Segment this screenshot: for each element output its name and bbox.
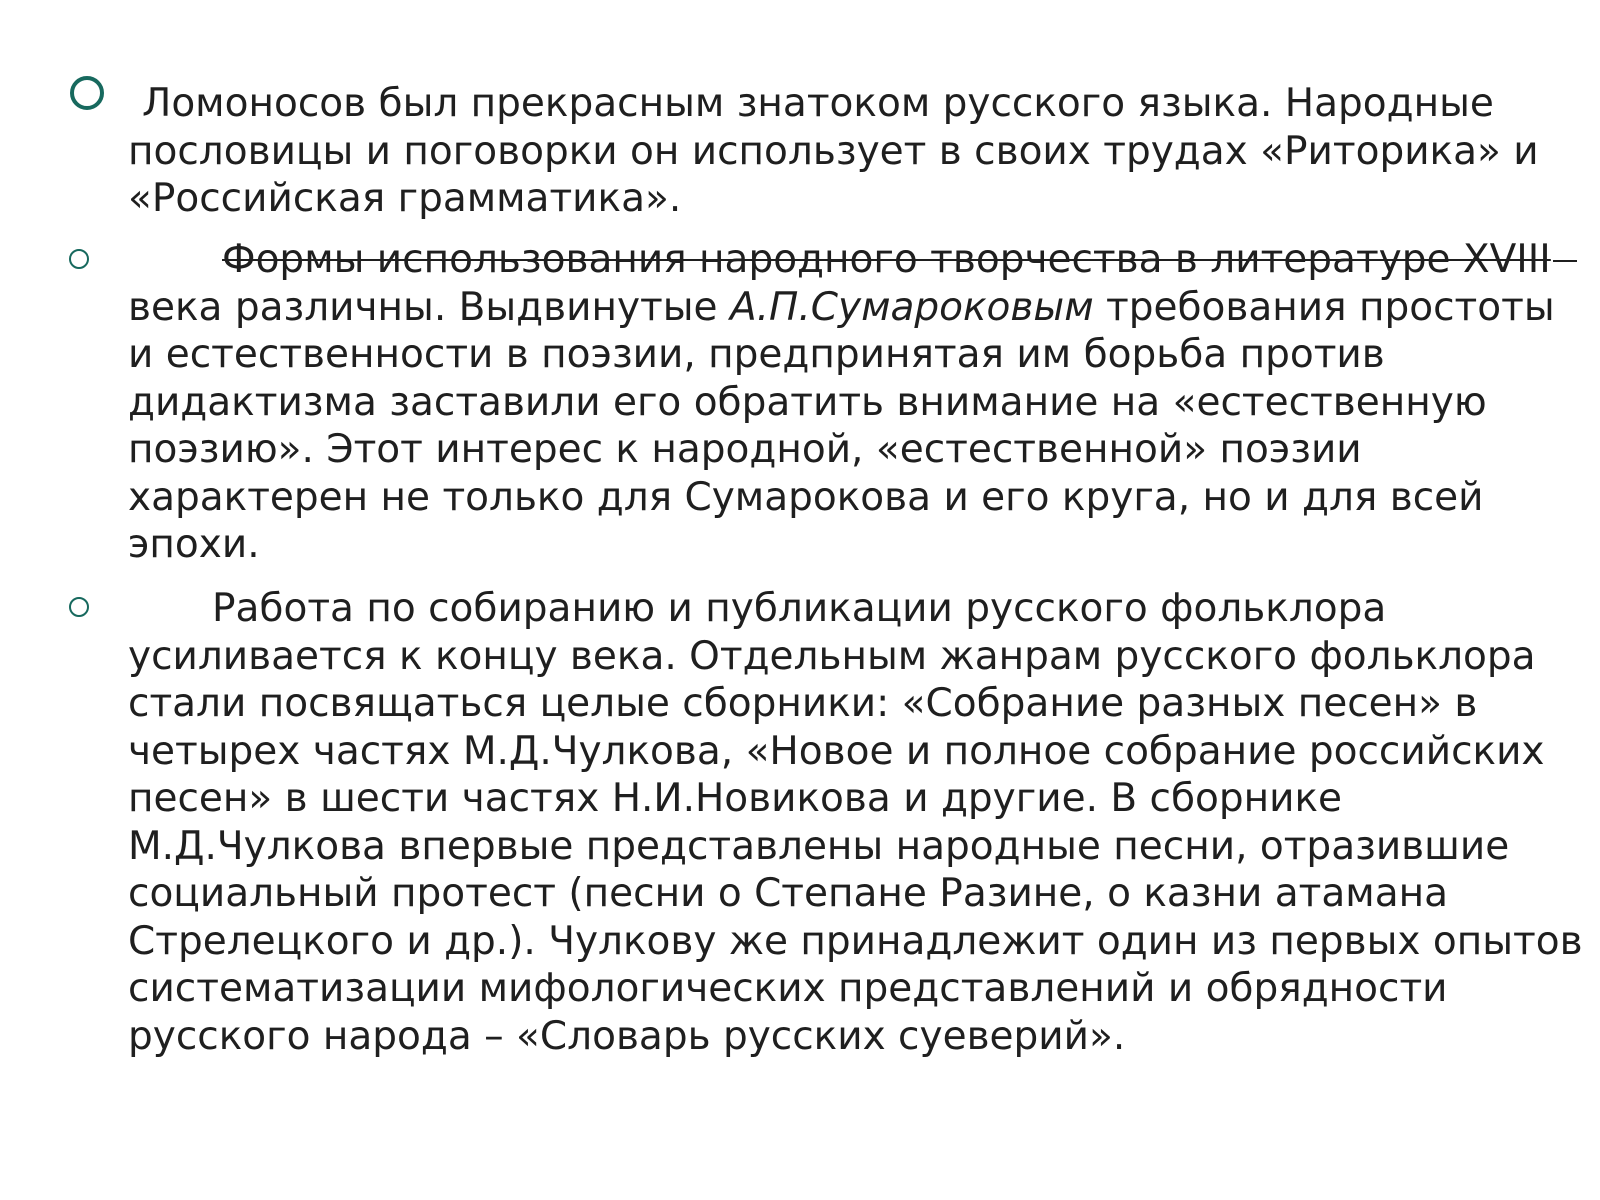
paragraph-lomonosov xyxy=(128,80,1548,223)
text-line: русского народа – «Словарь русских суеверий». xyxy=(128,1013,1126,1059)
bullet-circle-icon xyxy=(70,76,104,110)
text-line: пословицы и поговорки он использует в своих трудах «Риторика» и xyxy=(128,128,1539,174)
paragraph-folklore-collection xyxy=(128,585,1583,1060)
text-line: систематизации мифологических представлений и обрядности xyxy=(128,966,1448,1011)
text-line-strikethrough xyxy=(128,236,1551,284)
text-line: усиливается к концу века. Отдельным жанрам русского фольклора xyxy=(128,633,1536,679)
bullet-circle-icon xyxy=(69,249,89,269)
text-line: М.Д.Чулкова впервые представлены народные песни, отразившие xyxy=(128,823,1510,869)
text-line: Ломоносов был прекрасным знатоком русского языка. Народные xyxy=(142,81,1494,126)
text-segment: требования простоты xyxy=(1093,284,1555,330)
text-line: поэзию». Этот интерес к народной, «естественной» поэзии xyxy=(128,427,1362,472)
text-line: социальный протест (песни о Степане Разине, о казни атамана xyxy=(128,871,1449,916)
strikethrough-text: Формы использования народного творчества в литературе XVIII xyxy=(222,237,1551,282)
text-line: «Российская грамматика». xyxy=(128,176,682,221)
text-line: песен» в шести частях Н.И.Новикова и другие. В сборнике xyxy=(128,776,1343,821)
text-line: четырех частях М.Д.Чулкова, «Новое и полное собрание российских xyxy=(128,728,1545,774)
text-line: эпохи. xyxy=(128,522,260,567)
paragraph-folk-forms xyxy=(128,236,1555,569)
text-line: стали посвящаться целые сборники: «Собрание разных песен» в xyxy=(128,681,1478,726)
italic-name: А.П.Сумароковым xyxy=(729,284,1094,330)
text-line: Стрелецкого и др.). Чулкову же принадлежит один из первых опытов xyxy=(128,918,1583,964)
text-line xyxy=(128,284,1555,332)
text-line: Работа по собиранию и публикации русского фольклора xyxy=(212,586,1387,631)
text-line: дидактизма заставили его обратить внимание на «естественную xyxy=(128,379,1487,425)
text-line: и естественности в поэзии, предпринятая им борьба против xyxy=(128,332,1385,377)
text-segment: века различны. Выдвинутые xyxy=(128,284,730,330)
bullet-circle-icon xyxy=(69,597,89,617)
text-line: характерен не только для Сумарокова и его круга, но и для всей xyxy=(128,474,1484,520)
strikethrough-tail xyxy=(1553,260,1577,262)
